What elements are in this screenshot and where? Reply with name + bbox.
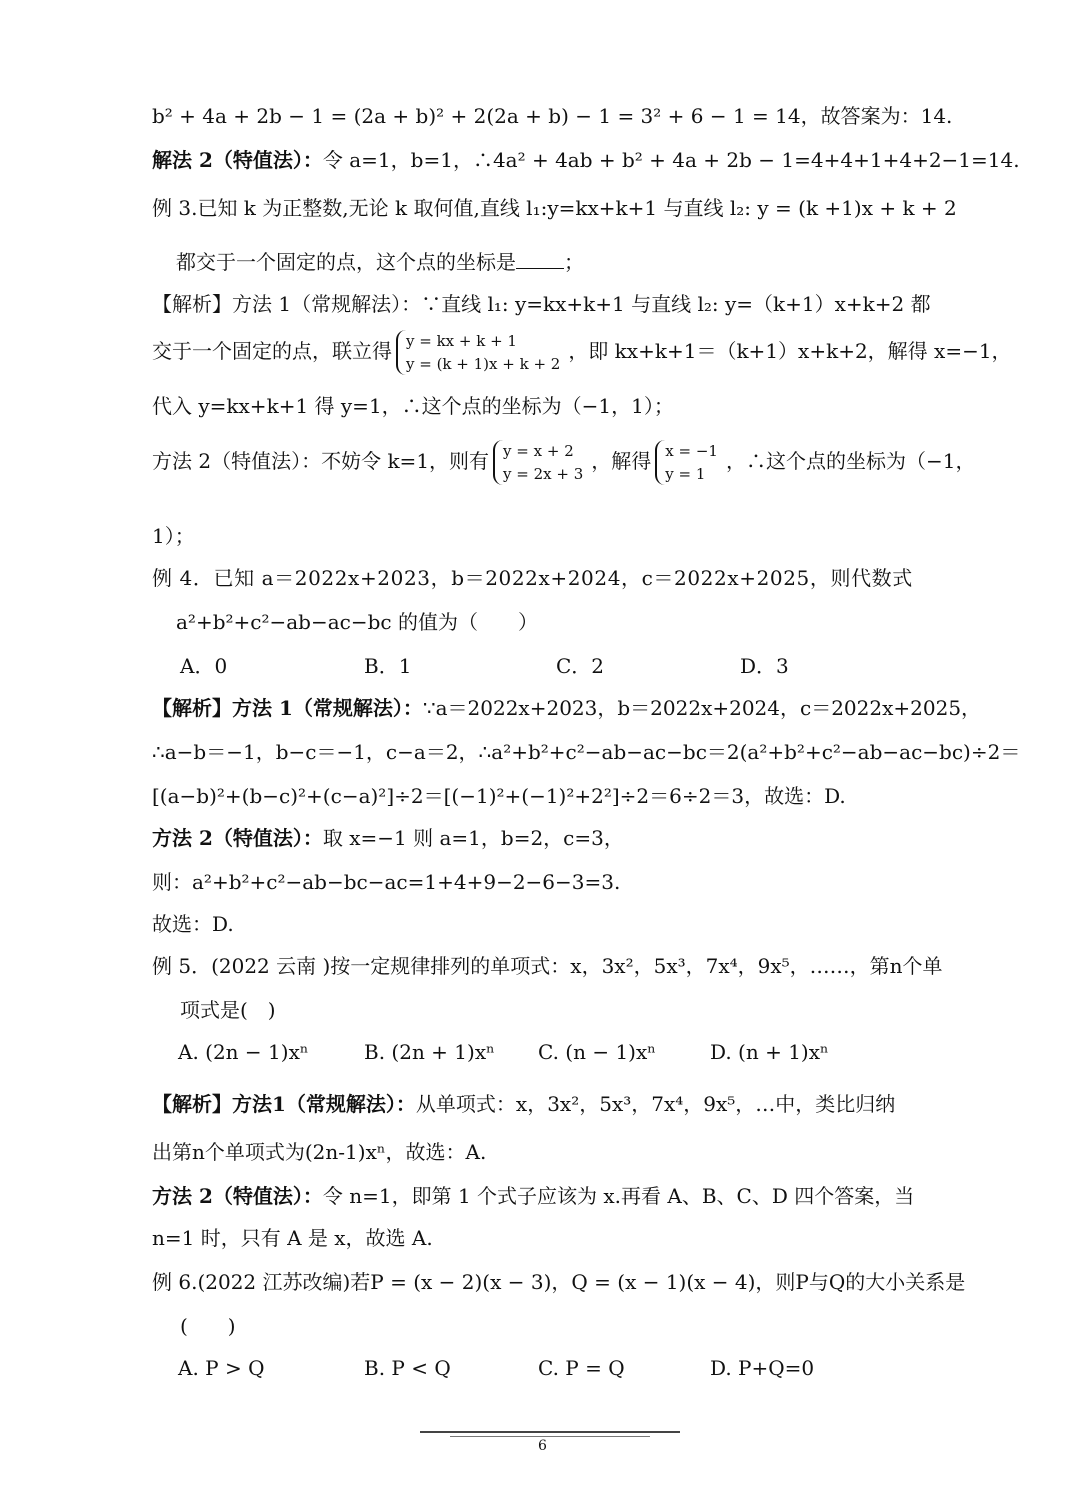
option-d: D．3 [740, 654, 789, 678]
text-span: ，即 kx+k+1＝（k+1）x+k+2，解得 x=−1， [568, 339, 1012, 363]
text-line [152, 828, 624, 848]
footer-rule [420, 1431, 680, 1433]
text-span: ； [564, 250, 584, 274]
page-number: 6 [538, 1438, 547, 1454]
text-line: 项式是( ) [180, 998, 276, 1022]
text-line [152, 698, 981, 718]
text-line: 【解析】方法 1（常规解法）：∵直线 l₁: y=kx+k+1 与直线 l₂: y=（k+1）x+k+2 都 [152, 292, 931, 316]
equation-system [396, 330, 564, 375]
text-line: ∴a−b＝−1，b−c＝−1，c−a＝2，∴a²+b²+c²−ab−ac−bc＝2(a²+b²+c²−ab−ac−bc)÷2＝ [152, 740, 1021, 764]
text-line [176, 250, 584, 272]
example-4-question: 例 4．已知 a＝2022x+2023，b＝2022x+2024，c＝2022x+2025，则代数式 [152, 566, 913, 590]
equation-system [655, 440, 722, 485]
text-line: 出第n个单项式为(2n-1)xⁿ，故选：A. [152, 1140, 487, 1164]
option-a: A. (2n − 1)xⁿ [178, 1040, 309, 1064]
equation: y = (k + 1)x + k + 2 [406, 354, 561, 373]
text-span: ，∴这个点的坐标为（−1， [725, 449, 976, 473]
example-3-question: 例 3.已知 k 为正整数,无论 k 取何值,直线 l₁:y=kx+k+1 与直线 l₂: y = (k +1)x + k + 2 [152, 196, 957, 220]
text-line: ( ) [180, 1314, 236, 1338]
equation: y = kx + k + 1 [406, 332, 517, 350]
method-label: 方法 2（特值法）： [152, 826, 323, 850]
method-label: 解法 2（特值法）： [152, 148, 323, 172]
method-label: 【解析】方法1（常规解法）： [152, 1092, 416, 1116]
text-span: ∵a＝2022x+2023，b＝2022x+2024，c＝2022x+2025， [422, 696, 982, 720]
option-c: C．2 [556, 654, 605, 678]
text-line: 代入 y=kx+k+1 得 y=1，∴这个点的坐标为（−1，1）； [152, 394, 674, 418]
equation: y = 1 [665, 464, 706, 483]
text-span: ，解得 [591, 449, 652, 473]
text-span: 令 a=1，b=1，∴4a² + 4ab + b² + 4a + 2b − 1=4+4+1+4+2−1=14. [322, 148, 1020, 172]
text-line: 1）； [152, 524, 195, 548]
method-label: 【解析】方法 1（常规解法）： [152, 696, 423, 720]
option-c: C. (n − 1)xⁿ [538, 1040, 656, 1064]
text-line [152, 150, 1020, 170]
option-b: B．1 [364, 654, 412, 678]
option-c: C. P = Q [538, 1356, 625, 1380]
text-line: a²+b²+c²−ab−ac−bc 的值为（ ） [176, 610, 538, 634]
equation-system [493, 440, 587, 485]
text-span: 都交于一个固定的点，这个点的坐标是 [176, 250, 516, 274]
text-span: 方法 2（特值法）：不妨令 k=1，则有 [152, 449, 490, 473]
example-5-question: 例 5．(2022 云南 )按一定规律排列的单项式：x，3x²，5x³，7x⁴，9x⁵，……，第n个单 [152, 954, 943, 978]
text-span: 令 n=1，即第 1 个式子应该为 x.再看 A、B、C、D 四个答案，当 [322, 1184, 915, 1208]
text-line: 故选：D. [152, 912, 234, 936]
option-d: D. P+Q=0 [710, 1356, 815, 1380]
text-span: 交于一个固定的点，联立得 [152, 339, 392, 363]
footer-rule [450, 1436, 650, 1437]
text-line: [(a−b)²+(b−c)²+(c−a)²]÷2＝[(−1)²+(−1)²+2²]÷2＝6÷2＝3，故选：D. [152, 784, 846, 808]
option-b: B. (2n + 1)xⁿ [364, 1040, 495, 1064]
answer-blank [516, 250, 564, 269]
text-line: 则：a²+b²+c²−ab−bc−ac=1+4+9−2−6−3=3. [152, 870, 621, 894]
text-line [152, 1094, 895, 1114]
method-label: 方法 2（特值法）： [152, 1184, 323, 1208]
text-line: b² + 4a + 2b − 1 = (2a + b)² + 2(2a + b) − 1 = 3² + 6 − 1 = 14，故答案为：14. [152, 104, 953, 128]
text-span: 从单项式：x，3x²，5x³，7x⁴，9x⁵，…中，类比归纳 [415, 1092, 896, 1116]
equation: y = x + 2 [503, 442, 574, 460]
option-d: D. (n + 1)xⁿ [710, 1040, 829, 1064]
text-line [152, 440, 975, 485]
equation: x = −1 [665, 442, 718, 460]
text-line: n=1 时，只有 A 是 x，故选 A. [152, 1226, 433, 1250]
text-line [152, 1186, 914, 1206]
example-6-question: 例 6.(2022 江苏改编)若P = (x − 2)(x − 3)，Q = (x − 1)(x − 4)，则P与Q的大小关系是 [152, 1270, 966, 1294]
option-a: A. P > Q [178, 1356, 265, 1380]
option-a: A．0 [180, 654, 228, 678]
option-b: B. P < Q [364, 1356, 451, 1380]
equation: y = 2x + 3 [503, 464, 584, 483]
text-span: 取 x=−1 则 a=1，b=2，c=3， [322, 826, 624, 850]
text-line [152, 330, 1012, 375]
